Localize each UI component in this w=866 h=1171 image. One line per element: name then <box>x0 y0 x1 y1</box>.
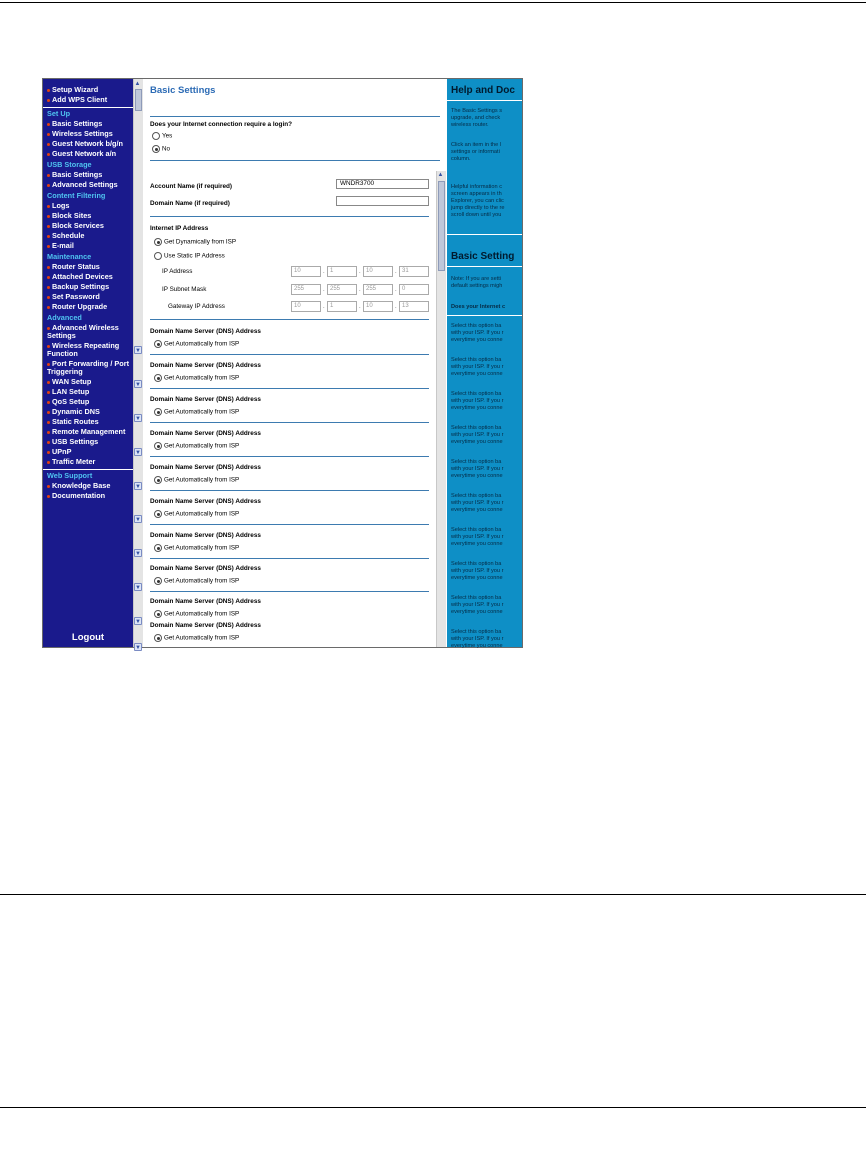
bullet-icon <box>47 485 50 488</box>
help-note: Note: If you are setti <box>451 276 502 282</box>
help-note: default settings migh <box>451 283 503 289</box>
bullet-icon <box>47 286 50 289</box>
help-text: jump directly to the re <box>451 205 505 211</box>
gateway-ip-octet-3[interactable]: 10 <box>363 301 393 312</box>
help-option-text: with your ISP. If you r <box>451 568 504 574</box>
scroll-down-icon[interactable]: ▼ <box>135 416 141 422</box>
dns-auto-radio[interactable] <box>154 442 239 450</box>
dns-auto-radio-label: Get Automatically from ISP <box>164 610 240 618</box>
radio-selected-icon <box>154 408 162 416</box>
scroll-down-icon[interactable]: ▼ <box>135 348 141 354</box>
sidebar-item-block-services[interactable] <box>43 221 133 231</box>
sidebar-item-label: USB Settings <box>52 437 99 446</box>
sidebar-item-label: Remote Management <box>52 427 126 436</box>
dns-heading: Domain Name Server (DNS) Address <box>150 598 261 605</box>
help-option-text: Select this option ba <box>451 493 502 499</box>
bullet-icon <box>47 391 50 394</box>
sidebar-item-label: Dynamic DNS <box>52 407 100 416</box>
help-option-text: with your ISP. If you r <box>451 602 504 608</box>
sidebar-item-backup-settings[interactable] <box>43 282 133 292</box>
sidebar-item-label: Basic Settings <box>52 170 103 179</box>
bullet-icon <box>47 235 50 238</box>
sidebar-item-label: Knowledge Base <box>52 481 111 490</box>
radio-icon <box>154 252 162 260</box>
ip-address-octet-1[interactable]: 10 <box>291 266 321 277</box>
help-option-text: everytime you conne <box>451 371 503 377</box>
sidebar-section-maintenance: Maintenance <box>47 252 92 261</box>
sidebar-scroll-thumb[interactable] <box>135 89 142 111</box>
bullet-icon <box>47 363 50 366</box>
dns-auto-radio-label: Get Automatically from ISP <box>164 340 240 348</box>
help-option-text: everytime you conne <box>451 541 503 547</box>
help-option-text: with your ISP. If you r <box>451 466 504 472</box>
get-dynamic-ip-radio-label: Get Dynamically from ISP <box>164 238 237 246</box>
domain-name-input[interactable] <box>336 196 429 206</box>
help-text: scroll down until you <box>451 212 502 218</box>
dns-auto-radio[interactable] <box>154 544 239 552</box>
bullet-icon <box>47 461 50 464</box>
bullet-icon <box>47 345 50 348</box>
subnet-mask-octet-1[interactable]: 255 <box>291 284 321 295</box>
dns-auto-radio-label: Get Automatically from ISP <box>164 442 240 450</box>
sidebar-item-usb-settings[interactable] <box>43 437 133 447</box>
subnet-mask-octet-4[interactable]: 0 <box>399 284 429 295</box>
internet-ip-heading: Internet IP Address <box>150 225 209 232</box>
scroll-down-icon[interactable]: ▼ <box>135 551 141 557</box>
sidebar-item-label: Block Sites <box>52 211 92 220</box>
sidebar-item-setup-wizard[interactable] <box>43 85 133 95</box>
gateway-ip-octet-4[interactable]: 13 <box>399 301 429 312</box>
radio-selected-icon <box>154 238 162 246</box>
radio-selected-icon <box>154 577 162 585</box>
radio-selected-icon <box>154 374 162 382</box>
sidebar-item-label: Backup Settings <box>52 282 110 291</box>
bullet-icon <box>47 174 50 177</box>
sidebar-item-port-forwarding-port-triggering[interactable] <box>43 359 133 377</box>
bullet-icon <box>47 495 50 498</box>
subnet-mask-octet-2[interactable]: 255 <box>327 284 357 295</box>
help-option-text: with your ISP. If you r <box>451 636 504 642</box>
help-text: wireless router. <box>451 122 489 128</box>
bullet-icon <box>47 401 50 404</box>
octet-separator: . <box>359 304 361 310</box>
sidebar-item-label: Traffic Meter <box>52 457 96 466</box>
use-static-ip-radio[interactable] <box>154 252 225 260</box>
help-text: Click an item in the l <box>451 142 502 148</box>
sidebar-item-lan-setup[interactable] <box>43 387 133 397</box>
divider <box>150 388 429 389</box>
sidebar-item-label: Advanced Wireless Settings <box>47 323 119 340</box>
help-option-text: everytime you conne <box>451 609 503 615</box>
bullet-icon <box>47 296 50 299</box>
sidebar-item-static-routes[interactable] <box>43 417 133 427</box>
login-question: Does your Internet connection require a login? <box>150 121 293 128</box>
sidebar-item-schedule[interactable] <box>43 231 133 241</box>
dns-heading: Domain Name Server (DNS) Address <box>150 464 261 471</box>
ip-address-octet-3[interactable]: 10 <box>363 266 393 277</box>
scroll-down-icon[interactable]: ▼ <box>135 450 141 456</box>
divider <box>150 456 429 457</box>
dns-heading: Domain Name Server (DNS) Address <box>150 362 261 369</box>
help-option-text: with your ISP. If you r <box>451 330 504 336</box>
sidebar-item-label: Set Password <box>52 292 100 301</box>
dns-auto-radio[interactable] <box>154 476 239 484</box>
help-option-text: with your ISP. If you r <box>451 534 504 540</box>
help-option-text: with your ISP. If you r <box>451 398 504 404</box>
help-section-title: Basic Setting <box>451 251 515 262</box>
help-option-text: Select this option ba <box>451 629 502 635</box>
sidebar-item-traffic-meter[interactable] <box>43 457 133 467</box>
scroll-down-icon[interactable]: ▼ <box>135 619 141 625</box>
sidebar-item-label: UPnP <box>52 447 72 456</box>
divider <box>150 422 429 423</box>
sidebar-item-label: Documentation <box>52 491 106 500</box>
account-name-input[interactable]: WNDR3700 <box>336 179 429 189</box>
sidebar-item-block-sites[interactable] <box>43 211 133 221</box>
divider <box>150 319 429 320</box>
sidebar-item-label: Router Upgrade <box>52 302 108 311</box>
sidebar-item-label: Router Status <box>52 262 100 271</box>
bullet-icon <box>47 133 50 136</box>
dns-heading: Domain Name Server (DNS) Address <box>150 396 261 403</box>
dns-auto-radio-label: Get Automatically from ISP <box>164 577 240 585</box>
sidebar-item-label: Add WPS Client <box>52 95 108 104</box>
sidebar-item-logs[interactable] <box>43 201 133 211</box>
bullet-icon <box>47 205 50 208</box>
sidebar-item-label: Block Services <box>52 221 104 230</box>
help-option-text: with your ISP. If you r <box>451 364 504 370</box>
dns-heading: Domain Name Server (DNS) Address <box>150 565 261 572</box>
octet-separator: . <box>359 269 361 275</box>
dns-auto-radio-label: Get Automatically from ISP <box>164 408 240 416</box>
sidebar-item-label: WAN Setup <box>52 377 92 386</box>
divider <box>447 266 522 267</box>
divider <box>150 160 440 161</box>
radio-selected-icon <box>154 544 162 552</box>
bottom-rule <box>0 1107 866 1108</box>
octet-separator: . <box>395 269 397 275</box>
sidebar-item-label: Attached Devices <box>52 272 113 281</box>
help-option-text: with your ISP. If you r <box>451 500 504 506</box>
divider <box>150 591 429 592</box>
sidebar-item-basic-settings[interactable] <box>43 119 133 129</box>
get-dynamic-ip-radio[interactable] <box>154 238 236 246</box>
sidebar-section-usb-storage: USB Storage <box>47 160 92 169</box>
account-name-label: Account Name (if required) <box>150 183 233 190</box>
scroll-down-icon[interactable]: ▼ <box>135 645 141 651</box>
sidebar-list <box>43 79 133 501</box>
dns-heading: Domain Name Server (DNS) Address <box>150 622 261 629</box>
ip-address-label: IP Address <box>162 268 193 275</box>
top-rule <box>0 2 866 3</box>
dns-auto-radio[interactable] <box>154 634 239 642</box>
help-text: The Basic Settings s <box>451 108 502 114</box>
sidebar-item-upnp[interactable] <box>43 447 133 457</box>
bullet-icon <box>47 215 50 218</box>
radio-selected-icon <box>154 610 162 618</box>
bullet-icon <box>47 184 50 187</box>
divider <box>447 234 522 235</box>
sidebar-item-label: Static Routes <box>52 417 99 426</box>
bullet-icon <box>47 451 50 454</box>
content-scroll-up-icon[interactable]: ▲ <box>437 172 444 178</box>
domain-name-label: Domain Name (if required) <box>150 200 230 207</box>
bullet-icon <box>47 431 50 434</box>
scroll-down-icon[interactable]: ▼ <box>135 484 141 490</box>
sidebar-item-remote-management[interactable] <box>43 427 133 437</box>
octet-separator: . <box>323 287 325 293</box>
radio-selected-icon <box>154 442 162 450</box>
bullet-icon <box>47 99 50 102</box>
bullet-icon <box>47 381 50 384</box>
dns-auto-radio-label: Get Automatically from ISP <box>164 510 240 518</box>
subnet-mask-octet-3[interactable]: 255 <box>363 284 393 295</box>
bullet-icon <box>47 225 50 228</box>
help-option-text: Select this option ba <box>451 357 502 363</box>
subnet-mask-label: IP Subnet Mask <box>162 286 207 293</box>
sidebar-item-wan-setup[interactable] <box>43 377 133 387</box>
bullet-icon <box>47 245 50 248</box>
sidebar-item-router-upgrade[interactable] <box>43 302 133 312</box>
sidebar-item-label: Guest Network a/n <box>52 149 117 158</box>
login-yes-radio-label: Yes <box>162 132 173 140</box>
sidebar-item-guest-network-a-n[interactable] <box>43 149 133 159</box>
sidebar-item-set-password[interactable] <box>43 292 133 302</box>
help-option-text: Select this option ba <box>451 459 502 465</box>
sidebar-item-label: Advanced Settings <box>52 180 118 189</box>
sidebar-item-attached-devices[interactable] <box>43 272 133 282</box>
sidebar-item-label: Wireless Settings <box>52 129 113 138</box>
sidebar-section-advanced: Advanced <box>47 313 82 322</box>
bullet-icon <box>47 153 50 156</box>
sidebar-section-content-filtering: Content Filtering <box>47 191 106 200</box>
help-option-text: everytime you conne <box>451 405 503 411</box>
octet-separator: . <box>323 304 325 310</box>
scroll-down-icon[interactable]: ▼ <box>135 517 141 523</box>
bullet-icon <box>47 276 50 279</box>
help-option-text: Select this option ba <box>451 391 502 397</box>
sidebar-item-router-status[interactable] <box>43 262 133 272</box>
sidebar-item-label: Guest Network b/g/n <box>52 139 123 148</box>
dns-heading: Domain Name Server (DNS) Address <box>150 532 261 539</box>
sidebar-item-add-wps-client[interactable] <box>43 95 133 105</box>
help-text: Helpful information c <box>451 184 502 190</box>
dns-auto-radio[interactable] <box>154 340 239 348</box>
sidebar-item-label: Schedule <box>52 231 85 240</box>
radio-selected-icon <box>154 476 162 484</box>
bullet-icon <box>47 421 50 424</box>
help-text: settings or informati <box>451 149 500 155</box>
basic-settings-pane <box>143 79 435 647</box>
scroll-down-icon[interactable]: ▼ <box>135 382 141 388</box>
divider <box>150 558 429 559</box>
bullet-icon <box>47 123 50 126</box>
dns-auto-radio[interactable] <box>154 610 239 618</box>
dns-auto-radio[interactable] <box>154 510 239 518</box>
help-pane <box>447 79 522 647</box>
help-option-text: Select this option ba <box>451 527 502 533</box>
bullet-icon <box>47 441 50 444</box>
help-option-text: Select this option ba <box>451 561 502 567</box>
sidebar-item-label: Setup Wizard <box>52 85 99 94</box>
sidebar-item-label: Wireless Repeating Function <box>47 341 120 358</box>
help-option-text: with your ISP. If you r <box>451 432 504 438</box>
dns-auto-radio[interactable] <box>154 374 239 382</box>
help-question: Does your Internet c <box>451 304 506 310</box>
use-static-ip-radio-label: Use Static IP Address <box>164 252 225 260</box>
divider <box>150 116 440 117</box>
help-text: screen appears in th <box>451 191 502 197</box>
scroll-down-icon[interactable]: ▼ <box>135 585 141 591</box>
sidebar-item-label: Port Forwarding / Port Triggering <box>47 359 130 376</box>
radio-selected-icon <box>152 145 160 153</box>
sidebar-item-knowledge-base[interactable] <box>43 481 133 491</box>
bullet-icon <box>47 266 50 269</box>
login-no-radio[interactable] <box>152 145 170 153</box>
divider <box>447 100 522 101</box>
sidebar-item-label: E-mail <box>52 241 74 250</box>
content-scrollbar[interactable] <box>436 171 446 647</box>
login-no-radio-label: No <box>162 145 171 153</box>
sidebar-scrollbar[interactable] <box>133 79 143 647</box>
bullet-icon <box>47 306 50 309</box>
bullet-icon <box>47 89 50 92</box>
octet-separator: . <box>395 287 397 293</box>
router-ui-screenshot <box>42 78 523 651</box>
gateway-ip-label: Gateway IP Address <box>168 303 225 310</box>
divider <box>447 315 522 316</box>
sidebar-item-advanced-wireless-settings[interactable] <box>43 323 133 341</box>
sidebar-item-label: Basic Settings <box>52 119 103 128</box>
gateway-ip-octet-1[interactable]: 10 <box>291 301 321 312</box>
sidebar-item-dynamic-dns[interactable] <box>43 407 133 417</box>
sidebar-nav <box>43 79 133 647</box>
divider <box>150 524 429 525</box>
dns-auto-radio-label: Get Automatically from ISP <box>164 544 240 552</box>
page-title: Basic Settings <box>150 85 216 96</box>
sidebar-item-qos-setup[interactable] <box>43 397 133 407</box>
ip-address-octet-4[interactable]: 31 <box>399 266 429 277</box>
sidebar-scroll-up-icon[interactable]: ▲ <box>134 81 141 87</box>
radio-selected-icon <box>154 510 162 518</box>
divider <box>150 354 429 355</box>
help-text: Explorer, you can clic <box>451 198 504 204</box>
help-option-text: everytime you conne <box>451 337 503 343</box>
bullet-icon <box>47 411 50 414</box>
help-option-text: everytime you conne <box>451 439 503 445</box>
octet-separator: . <box>323 269 325 275</box>
dns-heading: Domain Name Server (DNS) Address <box>150 328 261 335</box>
help-option-text: Select this option ba <box>451 595 502 601</box>
sidebar-item-documentation[interactable] <box>43 491 133 501</box>
octet-separator: . <box>359 287 361 293</box>
bullet-icon <box>47 327 50 330</box>
middle-rule <box>0 894 866 895</box>
sidebar-item-label: QoS Setup <box>52 397 90 406</box>
sidebar-item-guest-network-b-g-n[interactable] <box>43 139 133 149</box>
help-option-text: everytime you conne <box>451 473 503 479</box>
divider <box>150 490 429 491</box>
help-text: upgrade, and check <box>451 115 501 121</box>
help-option-text: everytime you conne <box>451 643 503 649</box>
help-option-text: everytime you conne <box>451 507 503 513</box>
sidebar-section-web-support: Web Support <box>43 469 133 481</box>
help-title: Help and Doc <box>451 85 515 96</box>
help-option-text: Select this option ba <box>451 425 502 431</box>
help-text: column. <box>451 156 471 162</box>
octet-separator: . <box>395 304 397 310</box>
login-yes-radio[interactable] <box>152 132 172 140</box>
radio-selected-icon <box>154 340 162 348</box>
help-option-text: everytime you conne <box>451 575 503 581</box>
bullet-icon <box>47 143 50 146</box>
sidebar-item-wireless-repeating-function[interactable] <box>43 341 133 359</box>
sidebar-item-advanced-settings[interactable] <box>43 180 133 190</box>
logout-button[interactable]: Logout <box>71 632 105 643</box>
dns-heading: Domain Name Server (DNS) Address <box>150 430 261 437</box>
radio-icon <box>152 132 160 140</box>
radio-selected-icon <box>154 634 162 642</box>
sidebar-item-label: Logs <box>52 201 70 210</box>
dns-heading: Domain Name Server (DNS) Address <box>150 498 261 505</box>
sidebar-item-e-mail[interactable] <box>43 241 133 251</box>
gateway-ip-octet-2[interactable]: 1 <box>327 301 357 312</box>
ip-address-octet-2[interactable]: 1 <box>327 266 357 277</box>
sidebar-section-set-up: Set Up <box>43 107 133 119</box>
divider <box>150 216 429 217</box>
dns-auto-radio[interactable] <box>154 577 239 585</box>
content-scroll-thumb[interactable] <box>438 181 445 271</box>
sidebar-item-basic-settings[interactable] <box>43 170 133 180</box>
dns-auto-radio[interactable] <box>154 408 239 416</box>
help-option-text: Select this option ba <box>451 323 502 329</box>
sidebar-item-label: LAN Setup <box>52 387 90 396</box>
dns-auto-radio-label: Get Automatically from ISP <box>164 634 240 642</box>
dns-auto-radio-label: Get Automatically from ISP <box>164 374 240 382</box>
sidebar-item-wireless-settings[interactable] <box>43 129 133 139</box>
dns-auto-radio-label: Get Automatically from ISP <box>164 476 240 484</box>
